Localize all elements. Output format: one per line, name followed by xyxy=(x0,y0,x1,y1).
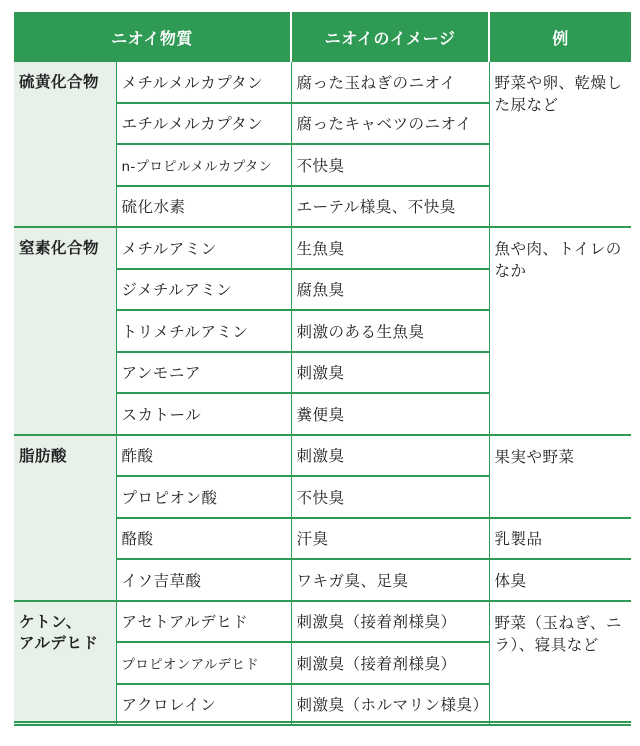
category-nitrogen: 窒素化合物 xyxy=(14,227,116,435)
category-sulfur: 硫黄化合物 xyxy=(14,62,116,227)
image-cell: 不快臭 xyxy=(291,476,489,518)
substance-cell: アセトアルデヒド xyxy=(116,601,291,643)
example-nitrogen: 魚や肉、トイレのなか xyxy=(489,227,631,435)
header-substance: ニオイ物質 xyxy=(14,12,291,62)
table-row xyxy=(14,62,631,103)
substance-cell: 酪酸 xyxy=(116,518,291,560)
example-body-odor: 体臭 xyxy=(489,559,631,601)
table-row xyxy=(14,227,631,269)
substance-cell: アクロレイン xyxy=(116,684,291,726)
substance-cell: スカトール xyxy=(116,393,291,435)
substance-cell: トリメチルアミン xyxy=(116,310,291,352)
substance-cell: メチルメルカプタン xyxy=(116,62,291,103)
header-example: 例 xyxy=(489,12,631,62)
example-dairy: 乳製品 xyxy=(489,518,631,560)
substance-cell: 酢酸 xyxy=(116,435,291,477)
image-cell: エーテル様臭、不快臭 xyxy=(291,186,489,228)
image-cell: 腐った玉ねぎのニオイ xyxy=(291,62,489,103)
image-cell: 腐ったキャベツのニオイ xyxy=(291,103,489,145)
image-cell: 刺激臭（接着剤様臭） xyxy=(291,642,489,684)
category-ketone-aldehyde xyxy=(14,601,116,726)
example-ketone: 野菜（玉ねぎ、ニラ）、寝具など xyxy=(489,601,631,726)
image-cell: 刺激臭 xyxy=(291,435,489,477)
bottom-rule xyxy=(14,721,631,723)
image-cell: 汗臭 xyxy=(291,518,489,560)
image-cell: 刺激臭 xyxy=(291,352,489,394)
image-cell: 刺激のある生魚臭 xyxy=(291,310,489,352)
substance-cell: プロピオンアルデヒド xyxy=(116,642,291,684)
substance-cell: 硫化水素 xyxy=(116,186,291,228)
substance-cell: ジメチルアミン xyxy=(116,269,291,311)
image-cell: ワキガ臭、足臭 xyxy=(291,559,489,601)
header-image: ニオイのイメージ xyxy=(291,12,489,62)
smell-substance-table xyxy=(14,12,631,726)
substance-cell: プロピオン酸 xyxy=(116,476,291,518)
table-row xyxy=(14,435,631,477)
image-cell: 刺激臭（接着剤様臭） xyxy=(291,601,489,643)
substance-cell: エチルメルカプタン xyxy=(116,103,291,145)
substance-cell: アンモニア xyxy=(116,352,291,394)
image-cell: 不快臭 xyxy=(291,144,489,186)
substance-cell: n-プロピルメルカプタン xyxy=(116,144,291,186)
category-fatty-acid: 脂肪酸 xyxy=(14,435,116,601)
substance-cell: メチルアミン xyxy=(116,227,291,269)
image-cell: 刺激臭（ホルマリン様臭） xyxy=(291,684,489,726)
image-cell: 生魚臭 xyxy=(291,227,489,269)
category-line-1: ケトン、 xyxy=(19,612,82,631)
table-row xyxy=(14,601,631,643)
example-fruit-veg: 果実や野菜 xyxy=(489,435,631,518)
category-line-2: アルデヒド xyxy=(19,633,99,652)
image-cell: 糞便臭 xyxy=(291,393,489,435)
substance-cell: イソ吉草酸 xyxy=(116,559,291,601)
image-cell: 腐魚臭 xyxy=(291,269,489,311)
header-row xyxy=(14,12,631,62)
example-sulfur: 野菜や卵、乾燥した尿など xyxy=(489,62,631,227)
